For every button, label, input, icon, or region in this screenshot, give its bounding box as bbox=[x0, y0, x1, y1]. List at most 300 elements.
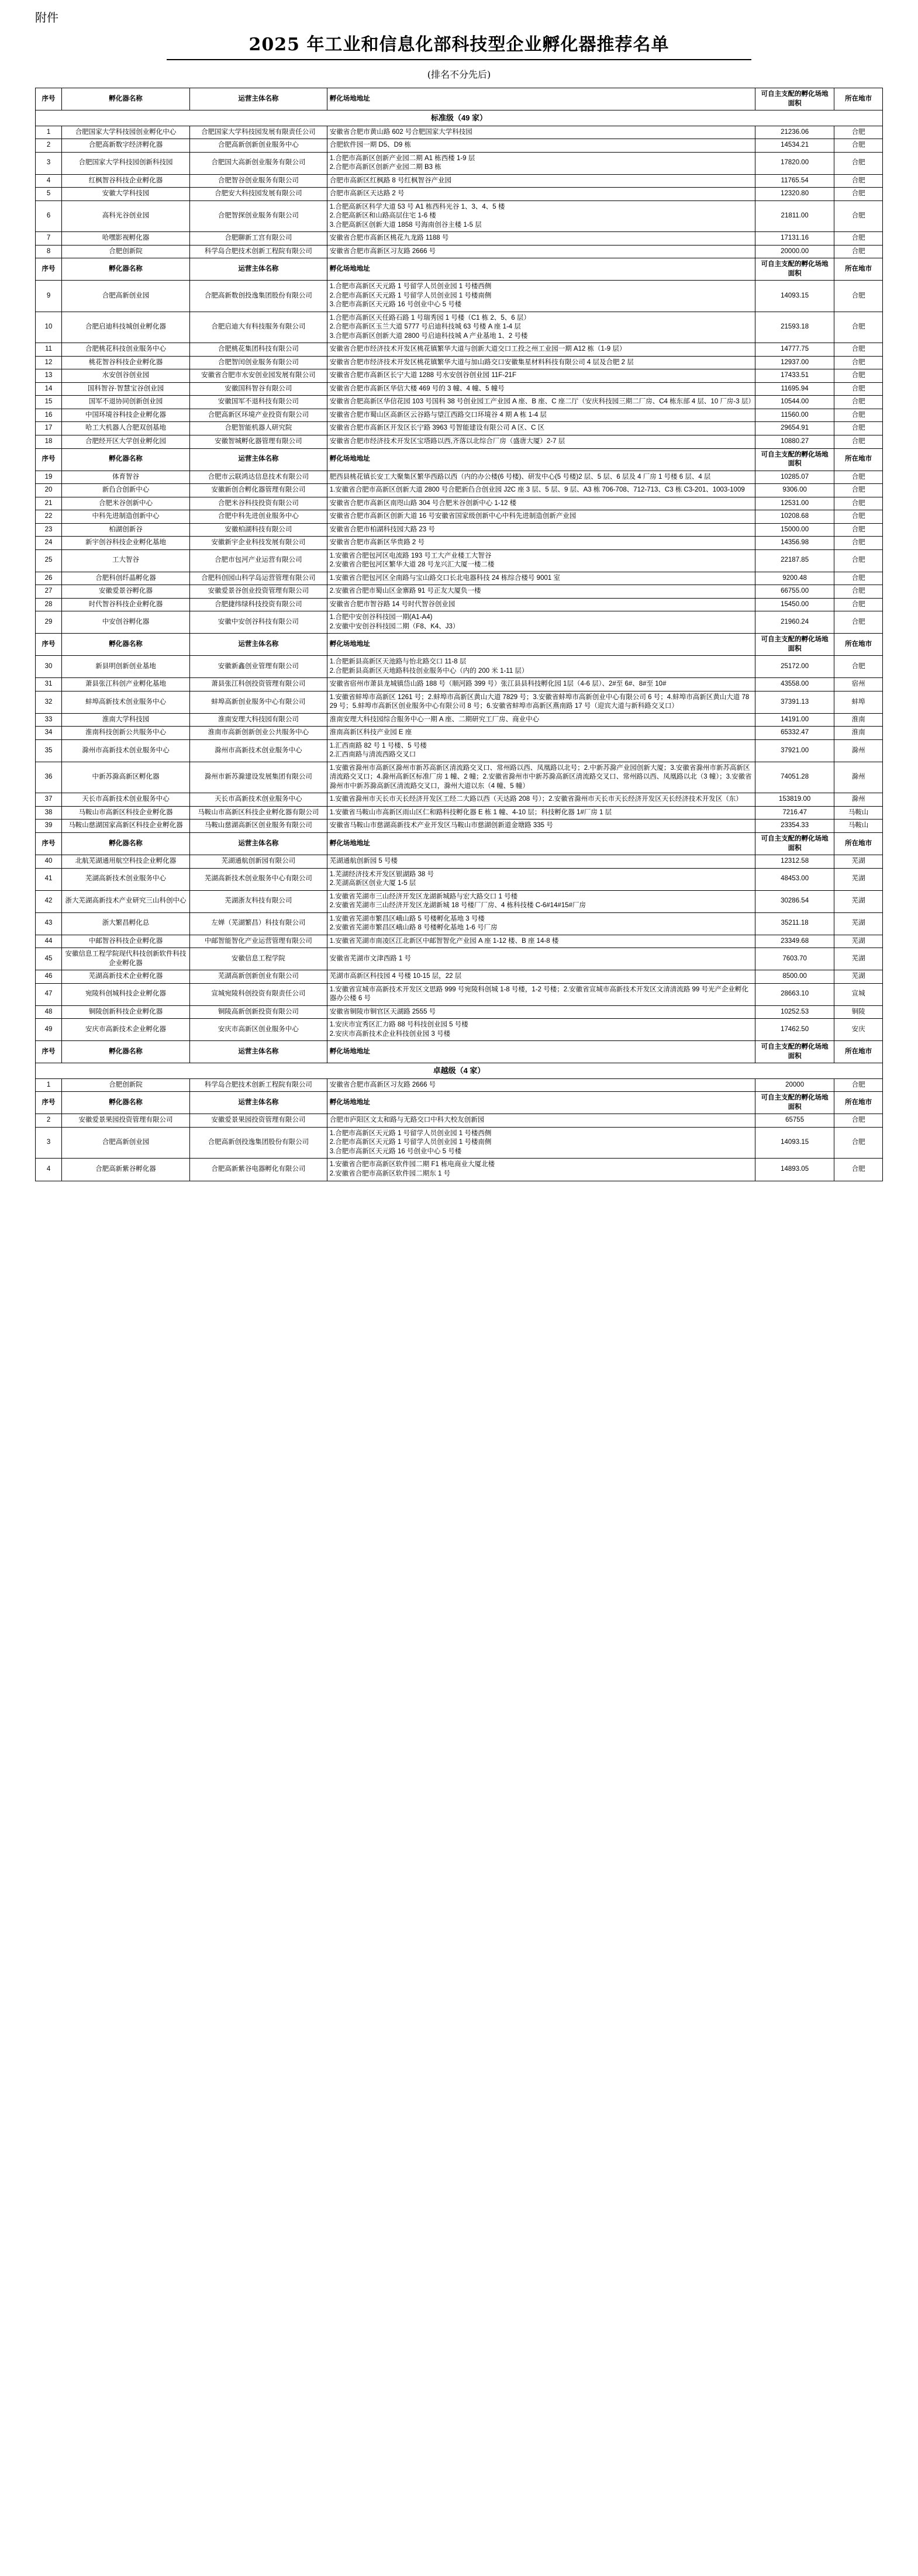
table-row[interactable] bbox=[36, 152, 883, 174]
cell-operator: 安徽新宇企业科技发展有限公司 bbox=[190, 537, 327, 550]
cell-address: 安徽省合肥市黄山路 602 号合肥国家大学科技园 bbox=[327, 126, 755, 139]
cell-no: 42 bbox=[36, 890, 62, 912]
cell-area: 22187.85 bbox=[755, 549, 834, 572]
cell-no: 23 bbox=[36, 523, 62, 537]
table-row[interactable] bbox=[36, 356, 883, 369]
cell-name: 哈嘿影视孵化器 bbox=[62, 232, 190, 246]
cell-operator: 合肥安大科技园发展有限公司 bbox=[190, 188, 327, 201]
cell-operator: 合肥高新紫谷电器孵化有限公司 bbox=[190, 1159, 327, 1181]
table-row[interactable] bbox=[36, 1005, 883, 1019]
cell-name: 合肥创新院 bbox=[62, 1078, 190, 1092]
cell-name: 合肥桃花科技创业服务中心 bbox=[62, 343, 190, 357]
cell-address bbox=[327, 890, 755, 912]
table-row[interactable] bbox=[36, 139, 883, 153]
address-line: 3.合肥市高新区天元路 16 号创业中心 5 号楼 bbox=[329, 301, 462, 309]
table-row[interactable] bbox=[36, 806, 883, 820]
table-row[interactable] bbox=[36, 598, 883, 611]
table-row[interactable] bbox=[36, 484, 883, 497]
col-header-no: 序号 bbox=[36, 1092, 62, 1114]
table-row[interactable] bbox=[36, 572, 883, 585]
cell-city: 滁州 bbox=[834, 762, 883, 793]
cell-city: 滁州 bbox=[834, 793, 883, 807]
table-row[interactable] bbox=[36, 537, 883, 550]
cell-no: 15 bbox=[36, 396, 62, 409]
cell-address bbox=[327, 200, 755, 232]
cell-no: 8 bbox=[36, 245, 62, 258]
col-header-city: 所在地市 bbox=[834, 634, 883, 656]
address-line: 2.合肥高新区和山路高层住宅 1-6 楼 bbox=[329, 212, 436, 220]
cell-area: 9200.48 bbox=[755, 572, 834, 585]
cell-city: 安庆 bbox=[834, 1019, 883, 1041]
subtitle: (排名不分先后) bbox=[427, 69, 491, 80]
cell-area: 29654.91 bbox=[755, 422, 834, 435]
cell-area: 28663.10 bbox=[755, 983, 834, 1005]
cell-operator: 安徽信息工程学院 bbox=[190, 948, 327, 970]
cell-address bbox=[327, 549, 755, 572]
cell-address bbox=[327, 1019, 755, 1041]
cell-no: 1 bbox=[36, 126, 62, 139]
cell-operator: 合肥智探创业服务有限公司 bbox=[190, 200, 327, 232]
cell-city: 宣城 bbox=[834, 983, 883, 1005]
table-row[interactable] bbox=[36, 868, 883, 890]
table-row[interactable] bbox=[36, 727, 883, 740]
cell-operator: 合肥桃花集团科技有限公司 bbox=[190, 343, 327, 357]
cell-address bbox=[327, 152, 755, 174]
cell-address bbox=[327, 1159, 755, 1181]
table-row[interactable] bbox=[36, 369, 883, 383]
cell-no: 17 bbox=[36, 422, 62, 435]
address-line: 1.安徽省合肥市高新区软件园二期 F1 栋电商业大厦北楼 bbox=[329, 1161, 495, 1168]
cell-address: 安徽省马鞍山市慈湖高新技术产业开发区马鞍山市慈湖创新道金塘路 335 号 bbox=[327, 820, 755, 833]
cell-no: 21 bbox=[36, 497, 62, 510]
col-header-no: 序号 bbox=[36, 258, 62, 281]
cell-area: 12320.80 bbox=[755, 188, 834, 201]
col-header-no: 序号 bbox=[36, 634, 62, 656]
cell-area: 66755.00 bbox=[755, 585, 834, 599]
cell-name: 柏湖创新谷 bbox=[62, 523, 190, 537]
cell-area: 12312.58 bbox=[755, 855, 834, 869]
cell-area: 9306.00 bbox=[755, 484, 834, 497]
table-row[interactable] bbox=[36, 281, 883, 312]
table-row[interactable] bbox=[36, 970, 883, 984]
cell-city: 合肥 bbox=[834, 1078, 883, 1092]
col-header-name: 孵化器名称 bbox=[62, 833, 190, 855]
address-line: 1.合肥新县高新区天池路与怡北路交口 11-8 层 bbox=[329, 658, 467, 666]
cell-area: 23349.68 bbox=[755, 935, 834, 948]
cell-area: 20000 bbox=[755, 1078, 834, 1092]
cell-name: 合肥高新创业园 bbox=[62, 281, 190, 312]
cell-city: 淮南 bbox=[834, 713, 883, 727]
cell-name: 红枫智谷科技企业孵化器 bbox=[62, 174, 190, 188]
cell-address: 2.安徽省合肥市蜀山区金寨路 91 号正友大厦负一楼 bbox=[327, 585, 755, 599]
address-line: 1.安徽省合肥包河区电流路 193 号工大产业楼工大智谷 bbox=[329, 552, 492, 559]
cell-operator: 合肥高新创投逸集团股份有限公司 bbox=[190, 1127, 327, 1159]
table-row[interactable] bbox=[36, 855, 883, 869]
cell-area: 21236.06 bbox=[755, 126, 834, 139]
cell-operator: 淮南市高新创新创业公共服务中心 bbox=[190, 727, 327, 740]
cell-area: 12531.00 bbox=[755, 497, 834, 510]
col-header-no: 序号 bbox=[36, 448, 62, 471]
cell-name: 新宇创谷科技企业孵化基地 bbox=[62, 537, 190, 550]
cell-operator: 安徽省合肥市水安创业园发展有限公司 bbox=[190, 369, 327, 383]
cell-city: 芜湖 bbox=[834, 890, 883, 912]
table-row[interactable] bbox=[36, 1159, 883, 1181]
address-line: 2.安徽省合肥包河区繁华大道 28 号龙兴汇大厦一楼二楼 bbox=[329, 561, 495, 569]
table-row[interactable] bbox=[36, 1078, 883, 1092]
cell-city: 宿州 bbox=[834, 678, 883, 691]
cell-address bbox=[327, 281, 755, 312]
table-header-row bbox=[36, 1092, 883, 1114]
cell-address: 1.安徽省宣城市高新技术开发区文思路 999 号宛陵科创城 1-8 号楼，1-2 号楼；2.安徽省宣城市高新技术开发区文清清流路 99 号光产企业孵化器办公楼 6 号 bbox=[327, 983, 755, 1005]
cell-city: 合肥 bbox=[834, 409, 883, 422]
cell-operator: 安徽新创合孵化器管理有限公司 bbox=[190, 484, 327, 497]
cell-no: 48 bbox=[36, 1005, 62, 1019]
table-row[interactable] bbox=[36, 656, 883, 678]
cell-no: 11 bbox=[36, 343, 62, 357]
cell-area: 23354.33 bbox=[755, 820, 834, 833]
cell-city: 淮南 bbox=[834, 727, 883, 740]
cell-no: 4 bbox=[36, 1159, 62, 1181]
cell-name: 合肥经开区大学创业孵化园 bbox=[62, 435, 190, 448]
cell-city: 合肥 bbox=[834, 598, 883, 611]
table-row[interactable] bbox=[36, 762, 883, 793]
cell-name: 高科光谷创业园 bbox=[62, 200, 190, 232]
col-header-area: 可自主支配的孵化场地面积 bbox=[755, 448, 834, 471]
address-line: 2.安庆市高新技术企业科技创业园 3 号楼 bbox=[329, 1030, 451, 1038]
address-line: 1.安庆市宜秀区汇力路 88 号科技创业园 5 号楼 bbox=[329, 1021, 468, 1029]
col-header-city: 所在地市 bbox=[834, 258, 883, 281]
address-line: 2.安徽中安创谷科技园二期（F8、K4、J3） bbox=[329, 623, 460, 630]
cell-address: 安徽省合肥市经济技术开发区桃花镇繁华大道与加山路交口安徽集星材料科技有限公司 4 层及合肥 2 层 bbox=[327, 356, 755, 369]
cell-operator: 科学岛合肥技术创新工程院有限公司 bbox=[190, 245, 327, 258]
table-header-row bbox=[36, 1041, 883, 1063]
cell-city: 合肥 bbox=[834, 611, 883, 634]
cell-operator: 合肥聊新工宫有限公司 bbox=[190, 232, 327, 246]
cell-area: 17462.50 bbox=[755, 1019, 834, 1041]
table-header-row bbox=[36, 634, 883, 656]
cell-no: 40 bbox=[36, 855, 62, 869]
cell-no: 2 bbox=[36, 1114, 62, 1128]
cell-area: 10285.07 bbox=[755, 471, 834, 484]
cell-operator: 合肥启迪大有科技服务有限公司 bbox=[190, 312, 327, 343]
cell-city: 合肥 bbox=[834, 422, 883, 435]
cell-no: 31 bbox=[36, 678, 62, 691]
table-row[interactable] bbox=[36, 188, 883, 201]
cell-no: 12 bbox=[36, 356, 62, 369]
cell-area: 14534.21 bbox=[755, 139, 834, 153]
table-row[interactable] bbox=[36, 713, 883, 727]
attachment-label: 附件 bbox=[35, 11, 58, 25]
address-line: 1.合肥市高新区天元路 1 号留学人员创业园 1 号楼西侧 bbox=[329, 1129, 492, 1137]
cell-name: 哈工大机器人合肥双创基地 bbox=[62, 422, 190, 435]
table-row[interactable] bbox=[36, 382, 883, 396]
cell-area: 17131.16 bbox=[755, 232, 834, 246]
cell-city: 马鞍山 bbox=[834, 820, 883, 833]
cell-city: 芜湖 bbox=[834, 970, 883, 984]
cell-no: 20 bbox=[36, 484, 62, 497]
cell-address: 1.安徽省芜湖市南凌区江北新区中邮智智化产业园 A 座 1-12 楼、B 座 14-8 楼 bbox=[327, 935, 755, 948]
table-header-row bbox=[36, 448, 883, 471]
col-header-operator: 运营主体名称 bbox=[190, 833, 327, 855]
col-header-address: 孵化场地地址 bbox=[327, 833, 755, 855]
cell-no: 27 bbox=[36, 585, 62, 599]
cell-no: 5 bbox=[36, 188, 62, 201]
cell-operator: 芜湖高新创新创业有限公司 bbox=[190, 970, 327, 984]
table-row[interactable] bbox=[36, 200, 883, 232]
cell-operator: 左婵（芜湖繁昌）科技有限公司 bbox=[190, 912, 327, 935]
cell-address: 安徽省芜湖市文津西路 1 号 bbox=[327, 948, 755, 970]
address-line: 2.合肥市高新区天元路 1 号留学人员创业园 1 号楼南侧 bbox=[329, 292, 492, 299]
cell-city: 合肥 bbox=[834, 232, 883, 246]
cell-operator: 合肥市包河产业运营有限公司 bbox=[190, 549, 327, 572]
table-row[interactable] bbox=[36, 793, 883, 807]
table-row[interactable] bbox=[36, 935, 883, 948]
cell-area: 10208.68 bbox=[755, 510, 834, 524]
cell-no: 13 bbox=[36, 369, 62, 383]
cell-area: 17820.00 bbox=[755, 152, 834, 174]
table-row[interactable] bbox=[36, 739, 883, 762]
cell-operator: 安庆市高新区创业服务中心 bbox=[190, 1019, 327, 1041]
col-header-no: 序号 bbox=[36, 88, 62, 110]
col-header-area: 可自主支配的孵化场地面积 bbox=[755, 1092, 834, 1114]
cell-address: 安徽省合肥市高新区创新大道 16 号安徽省国家级创新中心中科先进制造创新产业园 bbox=[327, 510, 755, 524]
cell-operator: 合肥市云联鸿达信息技术有限公司 bbox=[190, 471, 327, 484]
table-row[interactable] bbox=[36, 1019, 883, 1041]
cell-operator: 中邮智能智化产业运营管理有限公司 bbox=[190, 935, 327, 948]
cell-name: 中新苏滁高新区孵化器 bbox=[62, 762, 190, 793]
cell-no: 26 bbox=[36, 572, 62, 585]
cell-no: 6 bbox=[36, 200, 62, 232]
cell-name: 芜湖高新技术创业服务中心 bbox=[62, 868, 190, 890]
address-line: 3.合肥市高新区创新大道 2800 号启迪科技城 A 产业基地 1、2 号楼 bbox=[329, 332, 528, 340]
table-row[interactable] bbox=[36, 232, 883, 246]
table-row[interactable] bbox=[36, 409, 883, 422]
address-line: 2.安徽省芜湖市繁昌区峨山路 8 号楼孵化基地 1-6 号厂房 bbox=[329, 924, 498, 932]
table-row[interactable] bbox=[36, 471, 883, 484]
table-row[interactable] bbox=[36, 890, 883, 912]
cell-area: 10880.27 bbox=[755, 435, 834, 448]
cell-name: 中安创谷孵化器 bbox=[62, 611, 190, 634]
table-row[interactable] bbox=[36, 497, 883, 510]
cell-name: 中邮智谷科技企业孵化器 bbox=[62, 935, 190, 948]
cell-name: 中国环境谷科技企业孵化器 bbox=[62, 409, 190, 422]
cell-operator: 宣城宛陵科创投资有限责任公司 bbox=[190, 983, 327, 1005]
cell-name: 安庆市高新技术企业孵化器 bbox=[62, 1019, 190, 1041]
cell-name: 新县明创新创业基地 bbox=[62, 656, 190, 678]
table-row[interactable] bbox=[36, 691, 883, 713]
cell-name: 时代智谷科技企业孵化器 bbox=[62, 598, 190, 611]
cell-name: 水安创谷创业园 bbox=[62, 369, 190, 383]
cell-no: 43 bbox=[36, 912, 62, 935]
cell-address: 安徽省合肥市智谷路 14 号时代智谷创业园 bbox=[327, 598, 755, 611]
table-row[interactable] bbox=[36, 435, 883, 448]
cell-operator: 合肥高新区环境产业投资有限公司 bbox=[190, 409, 327, 422]
address-line: 1.合肥市高新区创新产业园二期 A1 栋西楼 1-9 层 bbox=[329, 154, 475, 162]
cell-no: 14 bbox=[36, 382, 62, 396]
cell-name: 芜湖高新技术企业孵化器 bbox=[62, 970, 190, 984]
cell-no: 49 bbox=[36, 1019, 62, 1041]
cell-city: 合肥 bbox=[834, 585, 883, 599]
cell-city: 合肥 bbox=[834, 188, 883, 201]
cell-no: 18 bbox=[36, 435, 62, 448]
address-line: 1.合肥高新区科学大道 53 号 A1 栋西科光谷 1、3、4、5 楼 bbox=[329, 203, 505, 210]
cell-area: 25172.00 bbox=[755, 656, 834, 678]
cell-operator: 安徽爱景果园投资管理有限公司 bbox=[190, 1114, 327, 1128]
cell-city: 铜陵 bbox=[834, 1005, 883, 1019]
cell-name: 合肥米谷创新中心 bbox=[62, 497, 190, 510]
section-title-row bbox=[36, 110, 883, 126]
col-header-area: 可自主支配的孵化场地面积 bbox=[755, 88, 834, 110]
cell-area: 20000.00 bbox=[755, 245, 834, 258]
address-line: 1.芜湖经济技术开发区银湖路 38 号 bbox=[329, 870, 434, 878]
table-header-row bbox=[36, 258, 883, 281]
cell-area: 21593.18 bbox=[755, 312, 834, 343]
table-row[interactable] bbox=[36, 611, 883, 634]
table-row[interactable] bbox=[36, 510, 883, 524]
cell-address: 安徽省合肥市高新区开发区长宁路 3963 号智能建设有限公司 A 区、C 区 bbox=[327, 422, 755, 435]
cell-area: 12937.00 bbox=[755, 356, 834, 369]
table-row[interactable] bbox=[36, 983, 883, 1005]
cell-name: 萧县张江科创产业孵化基地 bbox=[62, 678, 190, 691]
cell-name: 国科智谷·智慧宝谷创业园 bbox=[62, 382, 190, 396]
cell-address: 安徽省合肥市柏湖科技园大路 23 号 bbox=[327, 523, 755, 537]
cell-city: 合肥 bbox=[834, 382, 883, 396]
table-row[interactable] bbox=[36, 820, 883, 833]
cell-name: 合肥国家大学科技园创新科技园 bbox=[62, 152, 190, 174]
cell-operator: 合肥高新数创投逸集团股份有限公司 bbox=[190, 281, 327, 312]
cell-no: 1 bbox=[36, 1078, 62, 1092]
address-line: 2.安徽省芜湖市三山经济开发区龙湖新城 18 号楼厂厂房、4 栋科技楼 C-6#14#15#厂房 bbox=[329, 902, 586, 910]
address-line: 2.合肥市高新区创新产业园二期 B3 栋 bbox=[329, 164, 441, 171]
address-line: 2.安徽省合肥市高新区软件园二期东 1 号 bbox=[329, 1170, 451, 1177]
cell-address: 安徽省合肥市高新区华信大楼 469 号的 3 幢、4 幢、5 幢号 bbox=[327, 382, 755, 396]
cell-no: 35 bbox=[36, 739, 62, 762]
col-header-name: 孵化器名称 bbox=[62, 258, 190, 281]
cell-area: 15000.00 bbox=[755, 523, 834, 537]
address-line: 2.合肥市高新区玉兰大道 5777 号启迪科技城 63 号楼 A 座 1-4 层 bbox=[329, 323, 521, 331]
cell-address: 1.安徽省蚌埠市高新区 1261 号；2.蚌埠市高新区黄山大道 7829 号；3.安徽省蚌埠市高新创业中心有限公司 6 号；4.蚌埠市高新区黄山大道 7829 号；5.蚌埠市高新区创业服务中心有限公司 8 号；6.安徽省蚌埠市高新区燕南路 17 号（迎宾大道与新科路交叉口） bbox=[327, 691, 755, 713]
cell-name: 北航芜湖通用航空科技企业孵化器 bbox=[62, 855, 190, 869]
col-header-address: 孵化场地地址 bbox=[327, 1092, 755, 1114]
cell-address bbox=[327, 868, 755, 890]
title-underline bbox=[167, 59, 751, 60]
cell-area: 14093.15 bbox=[755, 1127, 834, 1159]
cell-operator: 芜湖高新技术创业服务中心有限公司 bbox=[190, 868, 327, 890]
address-line: 2.汇西南路与清流西路交叉口 bbox=[329, 751, 416, 759]
cell-name: 浙大繁昌孵化总 bbox=[62, 912, 190, 935]
table-row[interactable] bbox=[36, 422, 883, 435]
cell-operator: 滁州市新苏滁建设发展集团有限公司 bbox=[190, 762, 327, 793]
cell-area: 11560.00 bbox=[755, 409, 834, 422]
cell-operator: 合肥捷纬绿科技投资有限公司 bbox=[190, 598, 327, 611]
cell-area: 30286.54 bbox=[755, 890, 834, 912]
col-header-city: 所在地市 bbox=[834, 448, 883, 471]
col-header-no: 序号 bbox=[36, 1041, 62, 1063]
table-row[interactable] bbox=[36, 245, 883, 258]
cell-address: 安徽省合肥市高新区南咫山路 304 号合肥米谷创新中心 1-12 楼 bbox=[327, 497, 755, 510]
address-line: 2.合肥新县高新区天地路科技创业服务中心（内的 200 米 1-11 层） bbox=[329, 667, 529, 675]
cell-area: 7216.47 bbox=[755, 806, 834, 820]
cell-no: 29 bbox=[36, 611, 62, 634]
cell-operator: 合肥国家大学科技园发展有限责任公司 bbox=[190, 126, 327, 139]
cell-area: 14093.15 bbox=[755, 281, 834, 312]
cell-no: 34 bbox=[36, 727, 62, 740]
table-row[interactable] bbox=[36, 174, 883, 188]
table-row[interactable] bbox=[36, 312, 883, 343]
cell-area: 11765.54 bbox=[755, 174, 834, 188]
cell-no: 16 bbox=[36, 409, 62, 422]
cell-area: 153819.00 bbox=[755, 793, 834, 807]
cell-address: 安徽省合肥市高新区华贵路 2 号 bbox=[327, 537, 755, 550]
cell-operator: 萧县张江科创投资管理有限公司 bbox=[190, 678, 327, 691]
table-row[interactable] bbox=[36, 343, 883, 357]
table-row[interactable] bbox=[36, 396, 883, 409]
cell-area: 65755 bbox=[755, 1114, 834, 1128]
cell-name: 合肥高新数字经济孵化器 bbox=[62, 139, 190, 153]
cell-city: 合肥 bbox=[834, 523, 883, 537]
cell-address: 芜湖通航创新园 5 号楼 bbox=[327, 855, 755, 869]
cell-address: 合肥软件园一期 D5、D9 栋 bbox=[327, 139, 755, 153]
cell-name: 蚌埠高新技术创业服务中心 bbox=[62, 691, 190, 713]
cell-operator: 合肥米谷科技投资有限公司 bbox=[190, 497, 327, 510]
table-row[interactable] bbox=[36, 678, 883, 691]
cell-address: 安徽省合肥市经济技术开发区桃花镇繁华大道与创新大道交口工投之州工业园一期 A12 栋（1-9 层） bbox=[327, 343, 755, 357]
cell-name: 安徽大学科技园 bbox=[62, 188, 190, 201]
table-row[interactable] bbox=[36, 126, 883, 139]
table-row[interactable] bbox=[36, 523, 883, 537]
cell-city: 合肥 bbox=[834, 152, 883, 174]
col-header-address: 孵化场地地址 bbox=[327, 258, 755, 281]
col-header-area: 可自主支配的孵化场地面积 bbox=[755, 634, 834, 656]
cell-address: 合肥市高新区红枫路 8 号红枫智谷产业园 bbox=[327, 174, 755, 188]
address-line: 1.安徽省芜湖市三山经济开发区龙湖新城路与宏大路交口 1 号楼 bbox=[329, 893, 518, 900]
table-row[interactable] bbox=[36, 912, 883, 935]
table-row[interactable] bbox=[36, 549, 883, 572]
table-row[interactable] bbox=[36, 585, 883, 599]
cell-area: 8500.00 bbox=[755, 970, 834, 984]
cell-operator: 合肥高新创新创业服务中心 bbox=[190, 139, 327, 153]
cell-area: 14893.05 bbox=[755, 1159, 834, 1181]
table-row[interactable] bbox=[36, 1114, 883, 1128]
cell-operator: 安徽爱景谷创业投资管理有限公司 bbox=[190, 585, 327, 599]
cell-city: 合肥 bbox=[834, 1127, 883, 1159]
cell-area: 43558.00 bbox=[755, 678, 834, 691]
cell-area: 10252.53 bbox=[755, 1005, 834, 1019]
cell-name: 国军不退协同创新创业园 bbox=[62, 396, 190, 409]
cell-area: 35211.18 bbox=[755, 912, 834, 935]
table-row[interactable] bbox=[36, 1127, 883, 1159]
cell-address: 1.安徽省滁州市高新区滁州市新苏高新区清流路交叉口、常州路以西、凤凰路以北号；2.中新苏滁产业园创新大厦；3.安徽省滁州市新苏高新区清流路交叉口；4.滁州高新区标准厂房 1 幢、2 幢；2.安徽省滁州市中新苏滁高新区清流路交叉口、常州路以西、凤凰路以北（3 幢）；3.安徽省滁州市中新苏滁高新区清流路交叉口，滁州大道以东（4 幢、5 幢） bbox=[327, 762, 755, 793]
col-header-city: 所在地市 bbox=[834, 1092, 883, 1114]
cell-name: 合肥高新紫谷孵化器 bbox=[62, 1159, 190, 1181]
page-title: 2025 年工业和信息化部科技型企业孵化器推荐名单 bbox=[249, 34, 669, 55]
cell-city: 合肥 bbox=[834, 200, 883, 232]
table-row[interactable] bbox=[36, 948, 883, 970]
address-line: 1.合肥市高新区天任路石路 1 号瑞秀园 1 号楼（C1 栋 2、5、6 层） bbox=[329, 314, 530, 321]
cell-city: 合肥 bbox=[834, 497, 883, 510]
table-header-row bbox=[36, 833, 883, 855]
cell-area: 7603.70 bbox=[755, 948, 834, 970]
cell-no: 37 bbox=[36, 793, 62, 807]
cell-address bbox=[327, 611, 755, 634]
cell-address: 安徽省合肥市高新区长宁大道 1288 号水安创谷创业园 11F-21F bbox=[327, 369, 755, 383]
address-line: 1.合肥市高新区天元路 1 号留学人员创业园 1 号楼西侧 bbox=[329, 283, 492, 291]
cell-address: 安徽省合肥高新区华信花园 103 号国科 38 号创业园工产业园 A 座、B 座、C 座二厅（安庆科技园三期二厂房、C4 栋东部 4 层、10 厂房-3 层） bbox=[327, 396, 755, 409]
address-line: 1.汇西南路 82 号 1 号楼、5 号楼 bbox=[329, 742, 427, 749]
col-header-address: 孵化场地地址 bbox=[327, 634, 755, 656]
cell-address: 安徽省合肥市蜀山区高新区云谷路与望江西路交口环境谷 4 期 A 栋 1-4 层 bbox=[327, 409, 755, 422]
cell-no: 39 bbox=[36, 820, 62, 833]
